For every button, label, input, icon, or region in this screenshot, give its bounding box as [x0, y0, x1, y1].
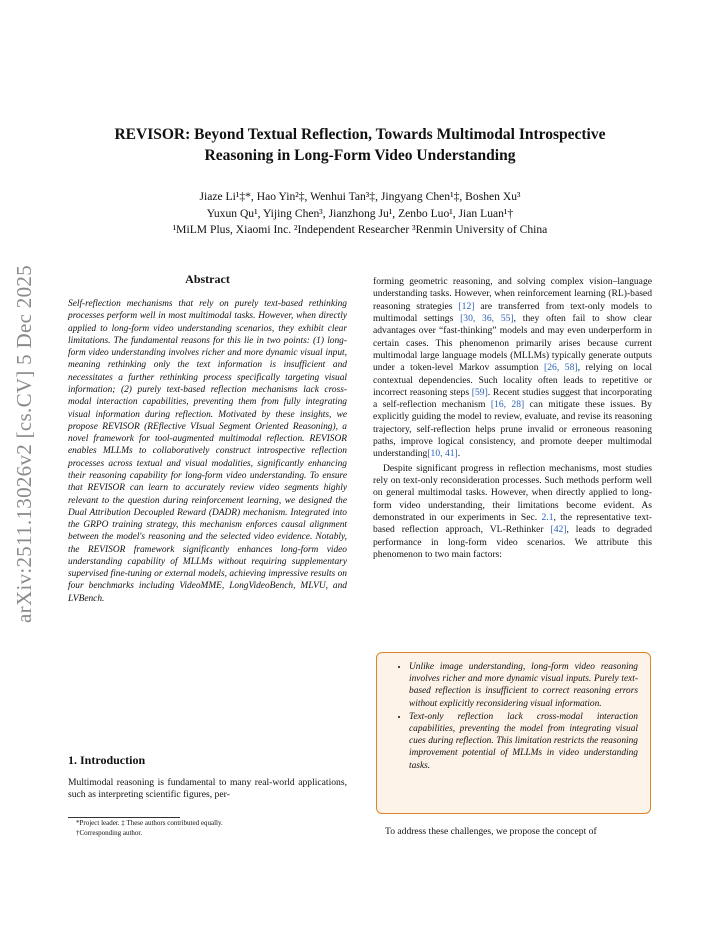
abstract-heading: Abstract — [185, 272, 230, 286]
section-link[interactable]: 2.1 — [541, 511, 554, 523]
closing-line: To address these challenges, we propose the concept of — [385, 826, 597, 837]
authors-line-1: Jiaze Li¹‡*, Hao Yin²‡, Wenhui Tan³‡, Jingyang Chen¹‡, Boshen Xu³ — [199, 190, 521, 203]
paragraph-reflection-limits: Despite significant progress in reflection mechanisms, most studies rely on text-only reconsideration processes. Such methods perform well on general multimodal tasks. However, when directly applied to long-form video understanding, their limitations become evident. As demonstrated in our experiments in Sec. 2.1, the representative text-based reflection approach, VL-Rethinker [42], leads to degraded performance in long-form video scenarios. We attribute this phenomenon to two main factors: — [373, 462, 652, 560]
paper-title — [70, 124, 650, 166]
footnote-project-leader: *Project leader. ‡ These authors contributed equally. — [76, 819, 223, 827]
factor-item-visual-input: • Unlike image understanding, long-form video reasoning involves richer and more dynamic visual inputs. Purely text-based reflection is insufficient to correct reasoning errors without explicitly reconsidering visual information. — [409, 661, 638, 710]
citation-link[interactable]: [16, 28] — [490, 399, 525, 411]
citation-link[interactable]: [42] — [550, 524, 567, 536]
footnote-divider — [68, 817, 180, 818]
authors-line-2: Yuxun Qu¹, Yijing Chen³, Jianzhong Ju¹, Zenbo Luo¹, Jian Luan¹† — [206, 206, 514, 220]
introduction-text: Multimodal reasoning is fundamental to many real-world applications, such as interpreting scientific figures, per- — [68, 777, 347, 801]
citation-link[interactable]: [12] — [458, 300, 475, 312]
citation-link[interactable]: [26, 58] — [544, 362, 578, 374]
abstract-text: Self-reflection mechanisms that rely on purely text-based rethinking processes perform well in most multimodal tasks. However, when directly applied to long-form video understanding scenarios, they exhibit clear limitations. The fundamental reasons for this lie in two points: (1) long-form video understanding involves richer and more dynamic visual input, meaning rethinking only the text information is insufficient and necessitates a further rethinking process specifically targeting visual information; (2) purely text-based reflection mechanisms lack cross-modal interaction capabilities, preventing them from fully integrating visual information during reflection. Motivated by these insights, we propose REVISOR (REflective VIsual Segment Oriented Reasoning), a novel framework for tool-augmented multimodal reflection. REVISOR enables MLLMs to collaboratively construct introspective reflection processes across textual and visual modalities, significantly enhancing their reasoning capability for long-form video understanding. To ensure that REVISOR can learn to accurately review video segments highly relevant to the question during reinforcement learning, we designed the Dual Attribution Decoupled Reward (DADR) mechanism. Integrated into the GRPO training strategy, this mechanism enforces causal alignment between the model's reasoning and the selected video evidence. Notably, the REVISOR framework significantly enhances long-form video understanding capability of MLLMs without requiring supplementary supervised fine-tuning or external models, achieving impressive results on four benchmarks including VideoMME, LongVideoBench, MLVU, and LVBench. — [68, 299, 347, 604]
affiliations: ¹MiLM Plus, Xiaomi Inc. ²Independent Researcher ³Renmin University of China — [172, 223, 548, 236]
citation-link[interactable]: [59] — [471, 386, 488, 398]
factors-list — [397, 661, 638, 772]
introduction-heading: 1. Introduction — [68, 753, 146, 767]
title-line-1: REVISOR: Beyond Textual Reflection, Towards Multimodal Introspective — [114, 126, 606, 143]
footnotes — [76, 819, 223, 838]
factors-callout-box — [376, 652, 651, 814]
citation-link[interactable]: [30, 36, 55] — [460, 312, 514, 324]
citation-link[interactable]: [10, 41] — [427, 448, 458, 460]
right-column — [373, 276, 653, 837]
footnote-corresponding: †Corresponding author. — [76, 828, 143, 837]
arxiv-identifier: arXiv:2511.13026v2 [cs.CV] 5 Dec 2025 — [12, 265, 36, 623]
author-block — [70, 189, 650, 239]
paragraph-rl-reasoning: forming geometric reasoning, and solving complex vision–language understanding tasks. However, when reinforcement learning (RL)-based reasoning strategies [12] are transferred from text-only models to multimodal settings [30, 36, 55], they often fail to show clear advantages over “fast-thinking” models and may even underperform in certain cases. This phenomenon primarily arises because current multimodal large language models (MLLMs) typically generate outputs under a token-level Markov assumption [26, 58], relying on local contextual dependencies. Such locality often leads to repetitive or incorrect reasoning steps [59]. Recent studies suggest that incorporating a self-reflection mechanism [16, 28] can mitigate these issues. By explicitly guiding the model to review, evaluate, and revise its reasoning trajectory, self-reflection helps prune invalid or erroneous reasoning paths, improve logical consistency, and promote deeper multimodal understanding[10, 41]. — [373, 276, 653, 460]
factor-item-cross-modal: • Text-only reflection lack cross-modal interaction capabilities, preventing the model from integrating visual cues during reflection. This limitation restricts the reasoning improvement potential of MLLMs in video understanding tasks. — [409, 711, 638, 772]
title-line-2: Reasoning in Long-Form Video Understanding — [204, 147, 516, 164]
left-column — [68, 272, 347, 801]
